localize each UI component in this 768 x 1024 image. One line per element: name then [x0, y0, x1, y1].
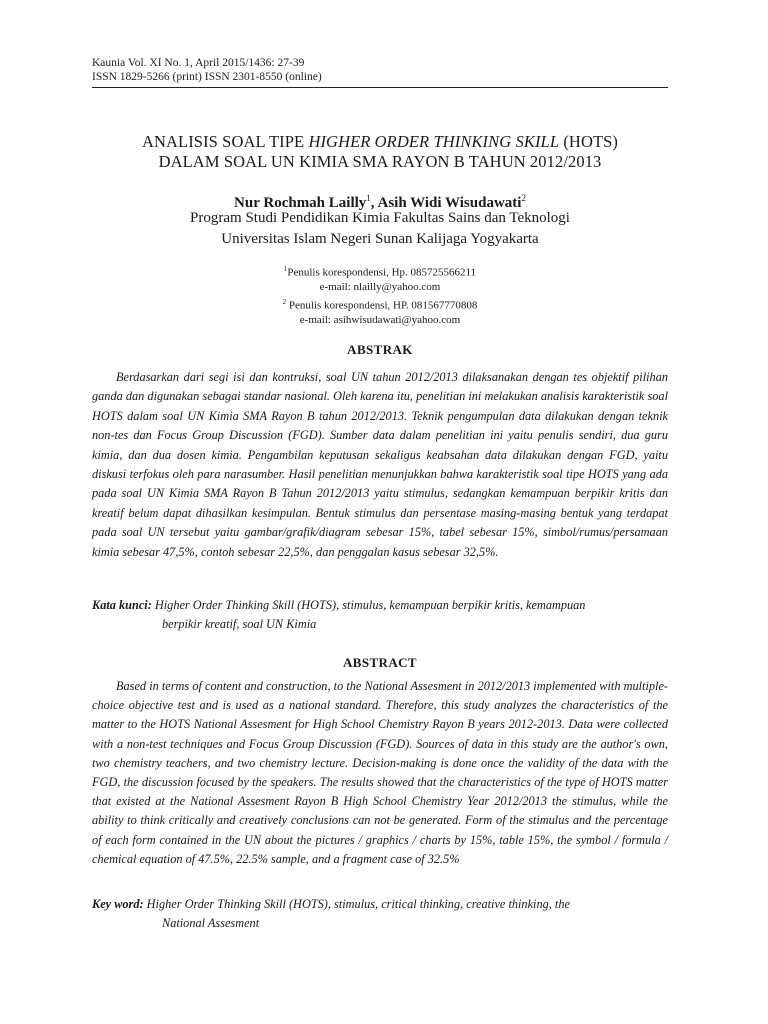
correspondence-mark-1: 1 [283, 265, 288, 273]
kata-kunci-line-2: berpikir kreatif, soal UN Kimia [162, 617, 317, 632]
key-word-line-2: National Assesment [162, 916, 260, 931]
header-divider [92, 87, 668, 88]
journal-citation: Kaunia Vol. XI No. 1, April 2015/1436: 27-39 [92, 57, 305, 69]
correspondence-block [92, 262, 668, 327]
issn-line: ISSN 1829-5266 (print) ISSN 2301-8550 (online) [92, 71, 322, 83]
key-word [92, 895, 668, 934]
correspondence-phone-2: Penulis korespondensi, HP. 081567770808 [286, 299, 478, 312]
affiliation-line-1: Program Studi Pendidikan Kimia Fakultas Sains dan Teknologi [190, 210, 570, 226]
affiliation [92, 208, 668, 250]
title-prefix: ANALISIS SOAL TIPE [141, 132, 309, 151]
author-1: Nur Rochmah Lailly [234, 195, 367, 211]
title-suffix: (HOTS) [559, 132, 619, 151]
affiliation-line-2: Universitas Islam Negeri Sunan Kalijaga Yogyakarta [221, 231, 539, 247]
key-word-label: Key word: [92, 897, 144, 911]
abstrak-heading: ABSTRAK [347, 342, 413, 357]
kata-kunci-line-1: Higher Order Thinking Skill (HOTS), stimulus, kemampuan berpikir kritis, kemampuan [151, 598, 586, 612]
author-1-mark: 1 [366, 193, 371, 203]
kata-kunci [92, 596, 668, 635]
correspondence-line-1 [92, 262, 668, 280]
correspondence-email-2: e-mail: asihwisudawati@yahoo.com [299, 313, 461, 326]
correspondence-email-1: e-mail: nlailly@yahoo.com [319, 281, 441, 294]
abstract-body: Based in terms of content and construction, to the National Assesment in 2012/2013 implemented with multiple-choice objective test and is used as a national standard. Therefore, this study analyzes the characteristics of the matter to the HOTS National Assesment for High School Chemistry Rayon B years 2012-2013. Data were collected with a non-test techniques and Focus Group Discussion (FGD). Sources of data in this study are the author's own, two chemistry teachers, and two chemistry lecture. Decision-making is done once the validity of the data with the FGD, the discussion focused by the speakers. The results showed that the characteristics of the type of HOTS matter that existed at the National Assesment Rayon B High School Chemistry Year 2012/2013 the stimulus, while the ability to think critically and creatively conclusions can not be generated. Form of the stimulus and the percentage of each form contained in the UN about the pictures / graphics / charts by 15%, table 15%, the symbol / formula / chemical equation of 47.5%, 22.5% sample, and a fragment case of 32.5% [92, 679, 668, 866]
author-separator: , [370, 195, 378, 211]
author-2: Asih Widi Wisudawati [377, 195, 522, 211]
abstrak-body: Berdasarkan dari segi isi dan kontruksi, soal UN tahun 2012/2013 dilaksanakan dengan tes objektif pilihan ganda dan digunakan sebagai standar nasional. Oleh karena itu, penelitian ini melakukan analisis karakteristik soal HOTS dalam soal UN Kimia SMA Rayon B tahun 2012/2013. Teknik pengumpulan data dilakukan dengan teknik non-tes dan Focus Group Discussion (FGD). Sumber data dalam penelitian ini yaitu penulis sendiri, dua guru kimia, dan dua dosen kimia. Pengambilan keputusan sekaligus keabsahan data dilakukan dengan FGD, yaitu diskusi terfokus oleh para narasumber. Hasil penelitian menunjukkan bahwa karakteristik soal tipe HOTS yang ada pada soal UN Kimia SMA Rayon B Tahun 2012/2013 yaitu stimulus, sedangkan kemampuan berpikir kritis dan kreatif belum dapat dihasilkan kesimpulan. Bentuk stimulus dan persentase masing-masing bentuk yang terdapat pada soal UN tersebut yaitu gambar/grafik/diagram sebesar 15%, tabel sebesar 15%, simbol/rumus/persamaan kimia sebesar 47,5%, contoh sebesar 22,5%, dan penggalan kasus sebesar 32,5%. [92, 370, 668, 559]
correspondence-mark-2: 2 [282, 297, 287, 306]
paper-title [92, 132, 668, 172]
correspondence-phone-1: Penulis korespondensi, Hp. 085725566211 [287, 266, 477, 279]
title-line-2: DALAM SOAL UN KIMIA SMA RAYON B TAHUN 2012/2013 [158, 152, 602, 171]
journal-header [92, 56, 668, 84]
key-word-line-1: Higher Order Thinking Skill (HOTS), stimulus, critical thinking, creative thinking, the [143, 897, 570, 911]
correspondence-line-3 [92, 295, 668, 313]
abstract-heading: ABSTRACT [343, 655, 417, 670]
title-line-1 [92, 132, 668, 152]
kata-kunci-label: Kata kunci: [92, 598, 152, 612]
author-2-mark: 2 [521, 193, 526, 203]
title-italic-term: HIGHER ORDER THINKING SKILL [308, 132, 560, 151]
